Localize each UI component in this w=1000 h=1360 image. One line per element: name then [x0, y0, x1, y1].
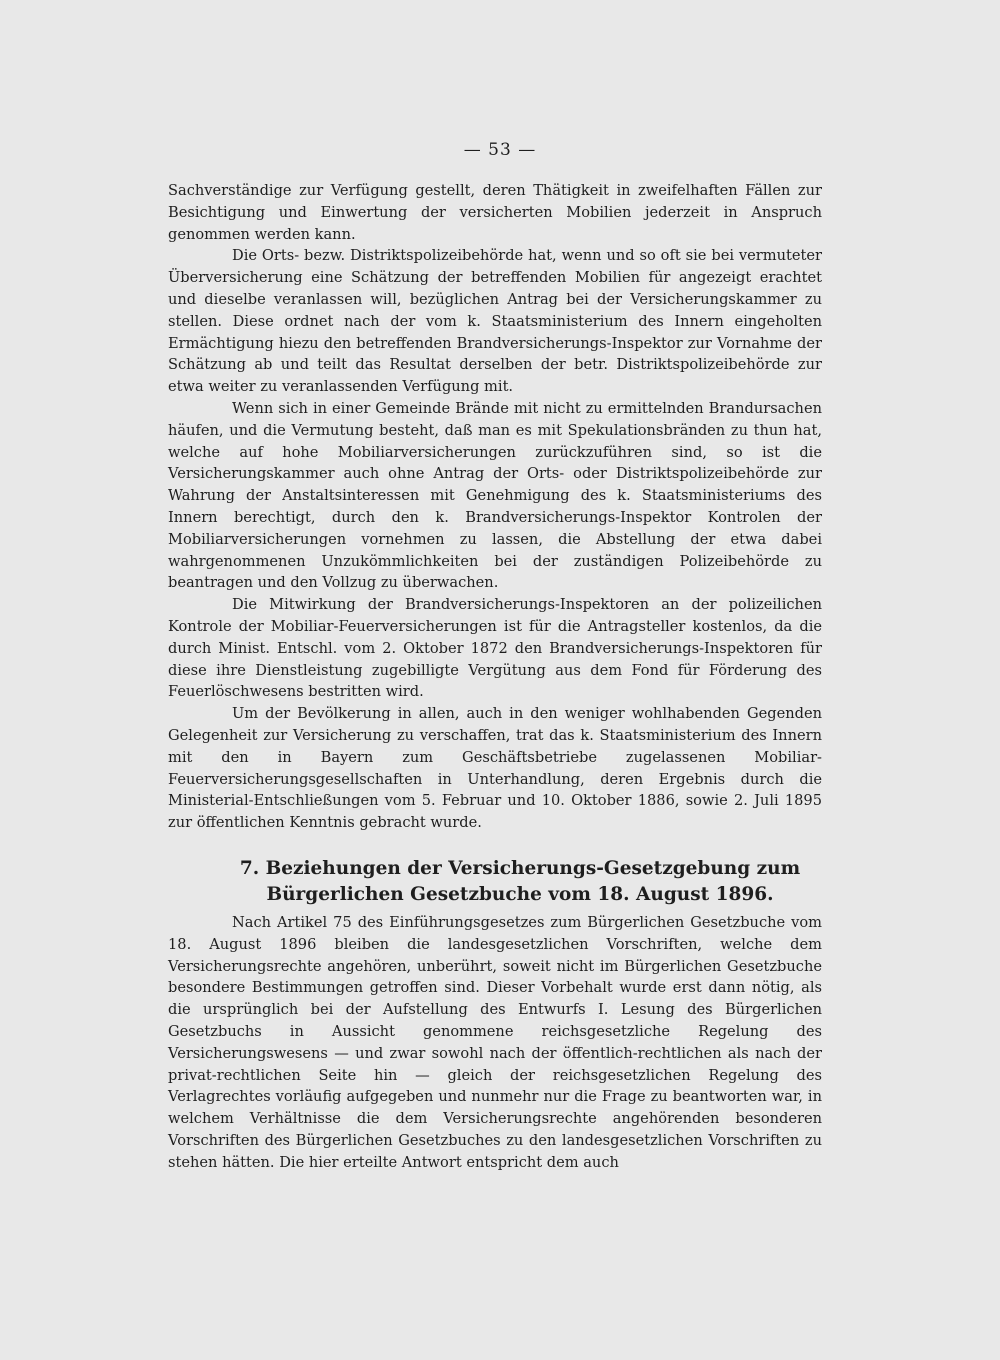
paragraph: Die Mitwirkung der Brandversicherungs-Inspektoren an der polizeilichen Kontrole der Mobiliar-Feuerversicherungen ist für die Antragsteller kostenlos, da die durch Minist. Entschl. vom 2. Oktober 1872 den Brandversicherungs-Inspektoren für diese ihre Dienstleistung zugebilligte Vergütung aus dem Fond für Förderung des Feuerlöschwesens bestritten wird. [168, 596, 822, 701]
body-text-top [168, 180, 822, 834]
paragraph: Um der Bevölkerung in allen, auch in den weniger wohlhabenden Gegenden Gelegenheit zur Versicherung zu verschaffen, trat das k. Staatsministerium des Innern mit den in Bayern zum Geschäftsbetriebe zugelassenen Mobiliar-Feuerversicherungsgesellschaften in Unterhandlung, deren Ergebnis durch die Ministerial-Entschließungen vom 5. Februar und 10. Oktober 1886, sowie 2. Juli 1895 zur öffentlichen Kenntnis gebracht wurde. [168, 705, 822, 832]
paragraph: Wenn sich in einer Gemeinde Brände mit nicht zu ermittelnden Brandursachen häufen, und die Vermutung besteht, daß man es mit Spekulationsbränden zu thun hat, welche auf hohe Mobiliarversicherungen zurückzuführen sind, so ist die Versicherungskammer auch ohne Antrag der Orts- oder Distriktspolizeibehörde zur Wahrung der Anstaltsinteressen mit Genehmigung des k. Staatsministeriums des Innern berechtigt, durch den k. Brandversicherungs-Inspektor Kontrolen der Mobiliarversicherungen vornehmen zu lassen, die Abstellung der etwa dabei wahrgenommenen Unzukömmlichkeiten bei der zuständigen Polizeibehörde zu beantragen und den Vollzug zu überwachen. [168, 399, 822, 592]
section-heading: 7. Beziehungen der Versicherungs-Gesetzgebung zum Bürgerlichen Gesetzbuche vom 18. August 1896. [239, 858, 801, 905]
body-text-bottom [168, 912, 822, 1174]
paragraph: Die Orts- bezw. Distriktspolizeibehörde hat, wenn und so oft sie bei vermuteter Überversicherung eine Schätzung der betreffenden Mobilien für angezeigt erachtet und dieselbe veranlassen will, bezüglichen Antrag bei der Versicherungskammer zu stellen. Diese ordnet nach der vom k. Staatsministerium des Innern eingeholten Ermächtigung hiezu den betreffenden Brandversicherungs-Inspektor zur Vornahme der Schätzung ab und teilt das Resultat derselben der betr. Distriktspolizeibehörde zur etwa weiter zu veranlassenden Verfügung mit. [168, 247, 822, 396]
paragraph: Nach Artikel 75 des Einführungsgesetzes zum Bürgerlichen Gesetzbuche vom 18. August 1896 bleiben die landesgesetzlichen Vorschriften, welche dem Versicherungsrechte angehören, unberührt, soweit nicht im Bürgerlichen Gesetzbuche besondere Bestimmungen getroffen sind. Dieser Vorbehalt wurde erst dann nötig, als die ursprünglich bei der Aufstellung des Entwurfs I. Lesung des Bürgerlichen Gesetzbuchs in Aussicht genommene reichsgesetzliche Regelung des Versicherungswesens — und zwar sowohl nach der öffentlich-rechtlichen als nach der privat-rechtlichen Seite hin — gleich der reichsgesetzlichen Regelung des Verlagrechtes vorläufig aufgegeben und nunmehr nur die Frage zu beantworten war, in welchem Verhältnisse die dem Versicherungsrechte angehörenden besonderen Vorschriften des Bürgerlichen Gesetzbuches zu den landesgesetzlichen Vorschriften zu stehen hätten. Die hier erteilte Antwort entspricht dem auch [168, 914, 822, 1171]
page-number: — 53 — [463, 140, 537, 160]
paragraph: Sachverständige zur Verfügung gestellt, deren Thätigkeit in zweifelhaften Fällen zur Besichtigung und Einwertung der versicherten Mobilien jederzeit in Anspruch genommen werden kann. [168, 182, 822, 243]
